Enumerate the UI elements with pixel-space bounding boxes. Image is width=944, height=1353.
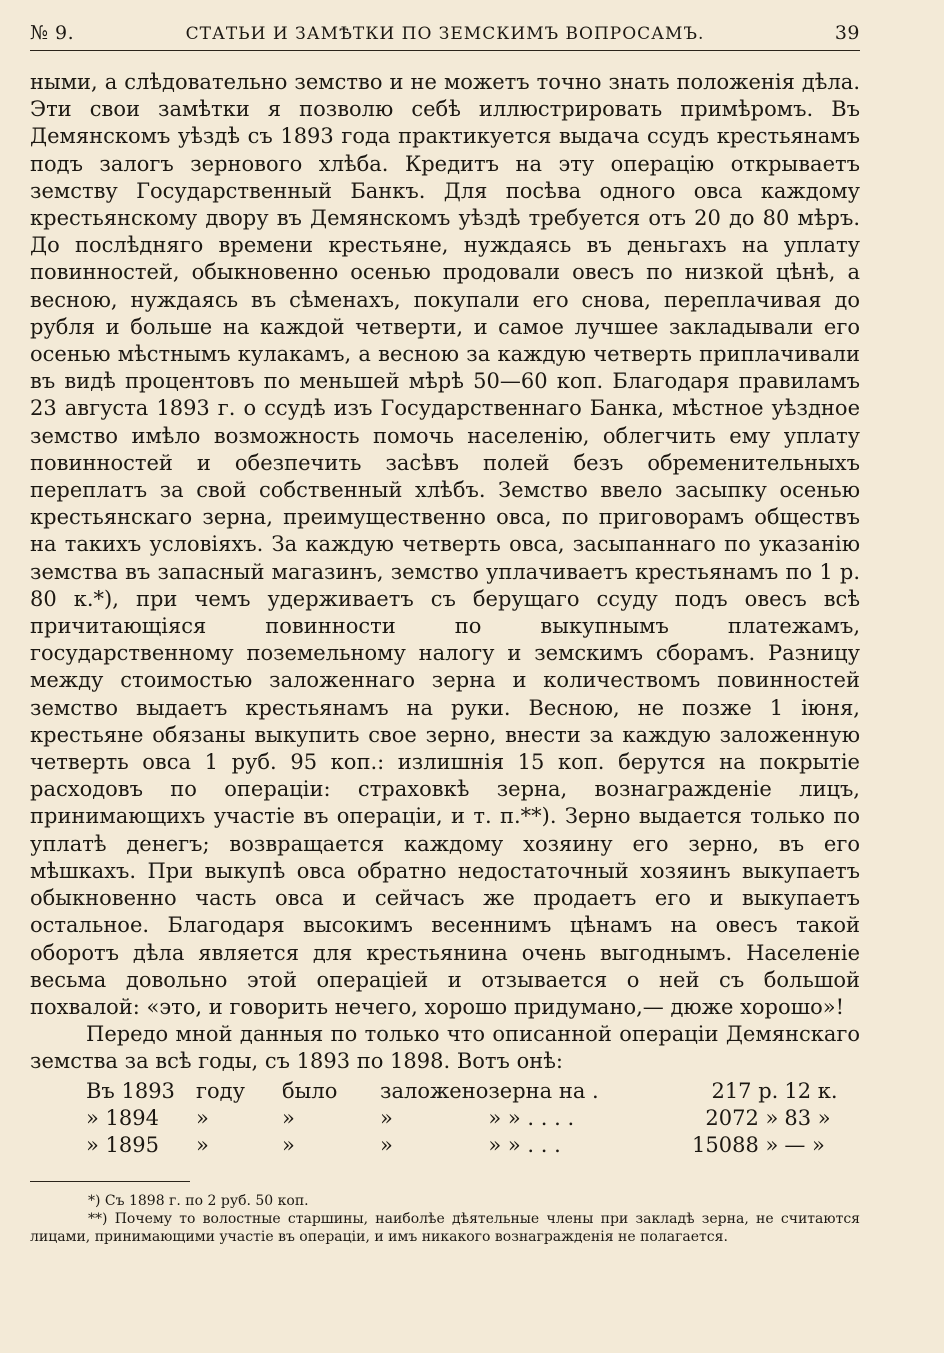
table-cell: Въ 1893	[86, 1078, 175, 1103]
table-cell: » » . . .	[488, 1132, 561, 1157]
table-cell: — »	[784, 1132, 825, 1157]
footnote-divider	[30, 1181, 190, 1182]
table-cell: »	[380, 1105, 393, 1130]
operations-table	[86, 1078, 838, 1160]
table-cell: »	[196, 1132, 209, 1157]
table-row	[86, 1105, 838, 1132]
page-number: 39	[834, 22, 860, 44]
table-cell: зерна на .	[488, 1078, 599, 1103]
issue-number: № 9.	[30, 22, 75, 44]
running-header	[30, 22, 860, 51]
table-row	[86, 1078, 838, 1105]
footnote: **) Почему то волостные старшины, наиболѣе дѣятельные члены при закладѣ зерна, не считаются лицами, принимающими участіе въ операціи, и имъ никакого вознагражденія не полагается.	[30, 1211, 860, 1246]
body-text	[30, 69, 860, 1076]
running-title: СТАТЬИ И ЗАМѢТКИ ПО ЗЕМСКИМЪ ВОПРОСАМЪ.	[185, 24, 705, 44]
table-cell: 15088 »	[692, 1132, 779, 1157]
table-cell: 83 »	[784, 1105, 831, 1130]
table-cell: »	[196, 1105, 209, 1130]
book-page	[30, 22, 860, 1246]
table-cell: 12 к.	[784, 1078, 838, 1103]
table-cell: было	[282, 1078, 338, 1103]
table-cell: заложено	[380, 1078, 489, 1103]
table-cell: году	[196, 1078, 245, 1103]
table-cell: » 1894	[86, 1105, 159, 1130]
table-cell: » » . . . .	[488, 1105, 575, 1130]
table-cell: » 1895	[86, 1132, 159, 1157]
table-cell: »	[380, 1132, 393, 1157]
footnote: *) Съ 1898 г. по 2 руб. 50 коп.	[88, 1193, 309, 1210]
table-cell: 217 р.	[711, 1078, 779, 1103]
footnotes	[30, 1192, 860, 1246]
paragraph: Передо мной данныя по только что описанной операціи Демянскаго земства за всѣ годы, съ 1893 по 1898. Вотъ онѣ:	[30, 1022, 860, 1074]
paragraph: ными, а слѣдовательно земство и не можетъ точно знать положенія дѣла. Эти свои замѣтки я позволю себѣ иллюстрировать примѣромъ. Въ Демянскомъ уѣздѣ съ 1893 года практикуется выдача ссудъ крестьянамъ подъ залогъ зернового хлѣба. Кредитъ на эту операцію открываетъ земству Государственный Банкъ. Для посѣва одного овса каждому крестьянскому двору въ Демянскомъ уѣздѣ требуется отъ 20 до 80 мѣръ. До послѣдняго времени крестьяне, нуждаясь въ деньгахъ на уплату повинностей, обыкновенно осенью продовали овесъ по низкой цѣнѣ, а весною, нуждаясь въ сѣменахъ, покупали его снова, переплачивая до рубля и больше на каждой четверти, и самое лучшее закладывали его осенью мѣстнымъ кулакамъ, а весною за каждую четверть приплачивали въ видѣ процентовъ по меньшей мѣрѣ 50—60 коп. Благодаря правиламъ 23 августа 1893 г. о ссудѣ изъ Государственнаго Банка, мѣстное уѣздное земство имѣло возможность помочь населенію, облегчить ему уплату повинностей и обезпечить засѣвъ полей безъ обременительныхъ переплатъ за свой собственный хлѣбъ. Земство ввело засыпку осенью крестьянскаго зерна, преимущественно овса, по приговорамъ обществъ на такихъ условіяхъ. За каждую четверть овса, засыпаннаго по указанію земства въ запасный магазинъ, земство уплачиваетъ крестьянамъ по 1 р. 80 к.*), при чемъ удерживаетъ съ берущаго ссуду подъ овесъ всѣ причитающіяся повинности по выкупнымъ платежамъ, государственному поземельному налогу и земскимъ сборамъ. Разницу между стоимостью заложеннаго зерна и количествомъ повинностей земство выдаетъ крестьянамъ на руки. Весною, не позже 1 іюня, крестьяне обязаны выкупить свое зерно, внести за каждую заложенную четверть овса 1 руб. 95 коп.: излишнія 15 коп. берутся на покрытіе расходовъ по операціи: страховкѣ зерна, вознагражденіе лицъ, принимающихъ участіе въ операціи, и т. п.**). Зерно выдается только по уплатѣ денегъ; возвращается каждому хозяину его зерно, въ его мѣшкахъ. При выкупѣ овса обратно недостаточный хозяинъ выкупаетъ обыкновенно часть овса и сейчасъ же продаетъ его и выкупаетъ остальное. Благодаря высокимъ весеннимъ цѣнамъ на овесъ такой оборотъ дѣла является для крестьянина очень выгоднымъ. Населеніе весьма довольно этой операціей и отзывается о ней съ большой похвалой: «это, и говорить нечего, хорошо придумано,— дюже хорошо»!	[30, 70, 860, 1019]
table-cell: 2072 »	[705, 1105, 779, 1130]
table-cell: »	[282, 1132, 295, 1157]
table-row	[86, 1132, 838, 1159]
table-cell: »	[282, 1105, 295, 1130]
